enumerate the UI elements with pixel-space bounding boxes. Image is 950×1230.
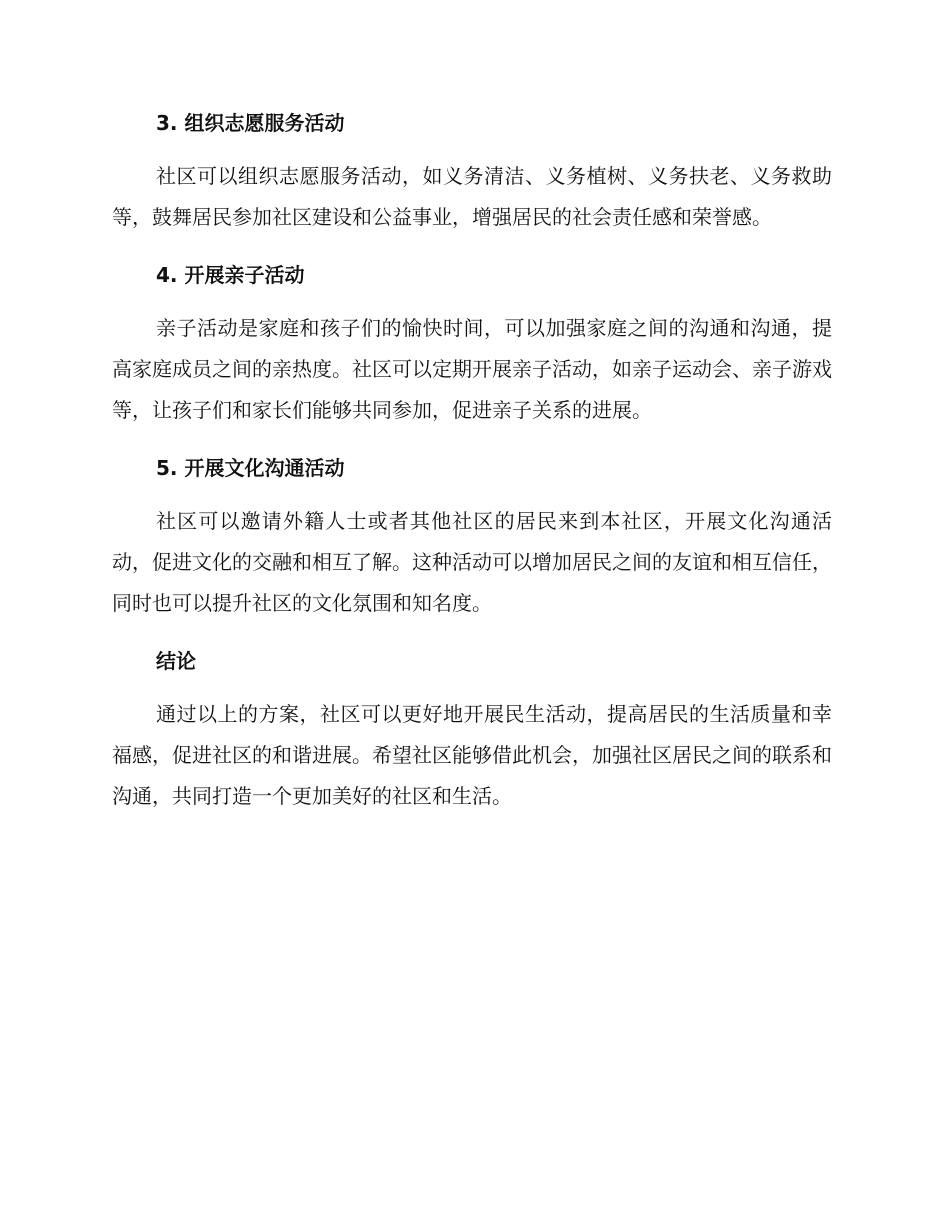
section-paragraph: 社区可以组织志愿服务活动，如义务清洁、义务植树、义务扶老、义务救助等，鼓舞居民参加社区建设和公益事业，增强居民的社会责任感和荣誉感。 bbox=[112, 164, 832, 229]
section-paragraph: 通过以上的方案，社区可以更好地开展民生活动，提高居民的生活质量和幸福感，促进社区的和谐进展。希望社区能够借此机会，加强社区居民之间的联系和沟通，共同打造一个更加美好的社区和生活。 bbox=[112, 702, 832, 808]
section-volunteer bbox=[112, 108, 832, 238]
section-paragraph: 亲子活动是家庭和孩子们的愉快时间，可以加强家庭之间的沟通和沟通，提高家庭成员之间的亲热度。社区可以定期开展亲子活动，如亲子运动会、亲子游戏等，让孩子们和家长们能够共同参加，促进亲子关系的进展。 bbox=[112, 316, 832, 422]
section-parent-child bbox=[112, 260, 832, 431]
section-paragraph: 社区可以邀请外籍人士或者其他社区的居民来到本社区，开展文化沟通活动，促进文化的交融和相互了解。这种活动可以增加居民之间的友谊和相互信任，同时也可以提升社区的文化氛围和知名度。 bbox=[112, 509, 832, 615]
section-heading: 3. 组织志愿服务活动 bbox=[156, 111, 345, 135]
document-page bbox=[112, 108, 832, 839]
section-heading: 4. 开展亲子活动 bbox=[156, 263, 305, 287]
section-heading: 结论 bbox=[156, 649, 196, 673]
section-cultural-exchange bbox=[112, 453, 832, 624]
section-conclusion bbox=[112, 646, 832, 817]
section-heading: 5. 开展文化沟通活动 bbox=[156, 456, 345, 480]
